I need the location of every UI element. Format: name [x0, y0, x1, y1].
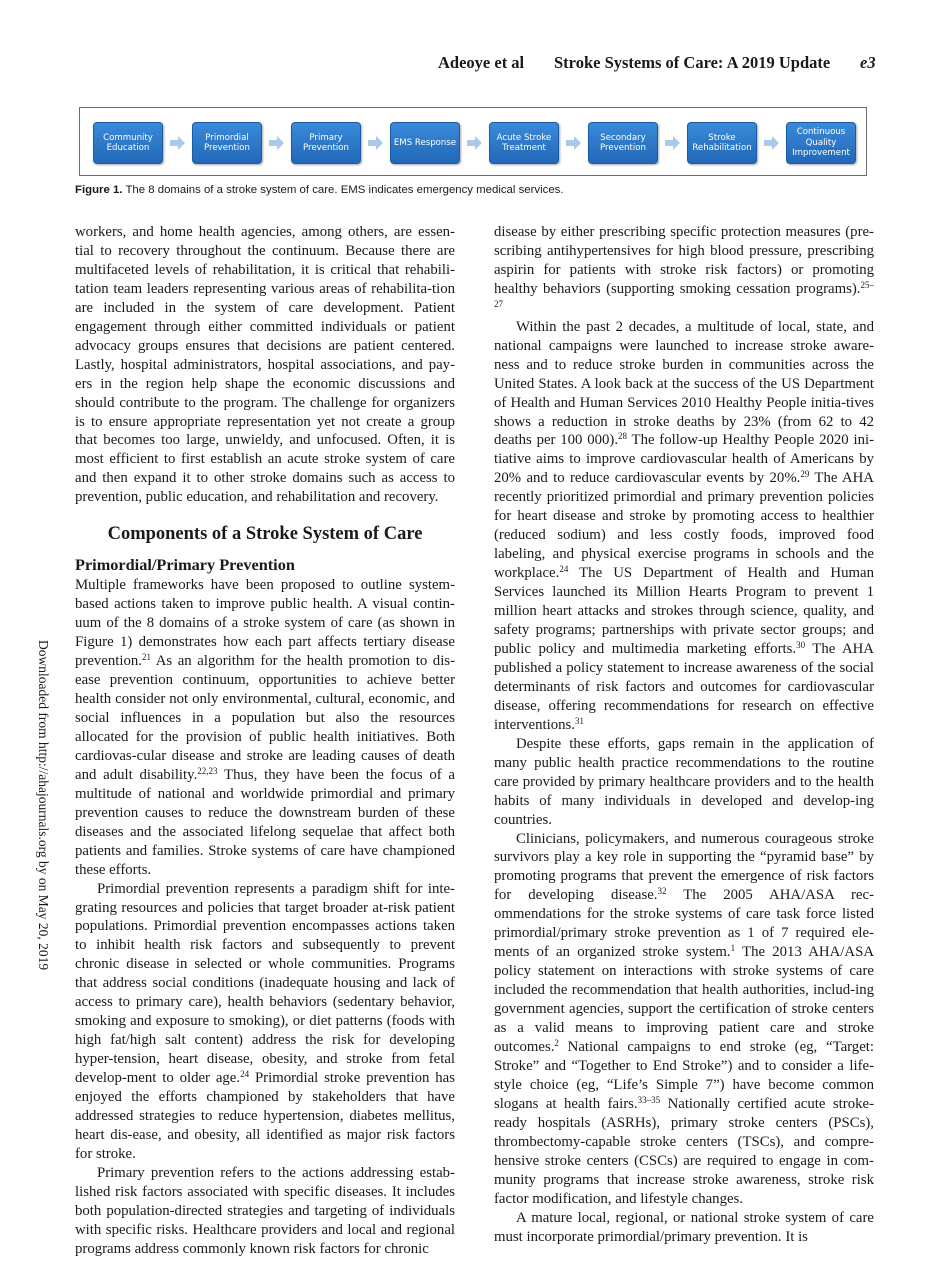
header-authors: Adeoye et al	[438, 53, 525, 72]
citation: 32	[657, 886, 667, 897]
section-heading: Components of a Stroke System of Care	[107, 524, 423, 545]
citation: 22,23	[197, 765, 218, 776]
caption-label: Figure 1.	[75, 184, 123, 196]
arrow-right-icon	[361, 122, 390, 164]
text-run: Nationally certified acute stroke-ready hospitals (ASRHs), primary stroke centers (PSCs), thrombectomy-capable stroke centers (TSCs), and compre-hensive stroke centers (CSCs) are required to engage in com-munity programs that increase stroke awareness, stroke risk factor modification, and lifestyle changes.	[494, 1095, 875, 1207]
text-run: Clinicians, policymakers, and numerous courageous stroke survivors play a key role in supporting the “pyramid base” by promoting programs that prevent the emergence of risk factors for developing disease.	[494, 830, 874, 904]
citation: 2	[554, 1037, 559, 1048]
paragraph: Primary prevention refers to the actions addressing estab-lished risk factors associated with specific diseases. It includes both population-directed strategies and targeting of individuals with specific risks. Healthcare providers and local and regional programs address commonly known risk factors for chronic	[75, 1164, 455, 1257]
page-number: e3	[860, 53, 876, 72]
arrow-right-icon	[757, 122, 786, 164]
figure-caption	[75, 184, 564, 196]
arrow-right-icon	[658, 122, 687, 164]
paragraph: A mature local, regional, or national stroke system of care must incorporate primordial/primary prevention. It is	[494, 1209, 874, 1245]
step-secondary-prevention: Secondary Prevention	[588, 122, 658, 164]
download-note	[36, 640, 57, 971]
paragraph: workers, and home health agencies, among others, are essen-tial to recovery throughout the continuum. Because there are multifaceted levels of rehabilitation, it is critical that rehabili-tation team leaders representing various areas of rehabilita-tion are included in the system of care development. Patient engagement through either committed individuals or patient advocacy groups ensures that decisions are patient centered. Lastly, hospital administrators, hospital associations, and pay-ers in the region help shape the economic discussions and should contribute to the program. The challenge for organizers is to ensure appropriate representation yet not create a group that becomes too large, unwieldy, and unfocused. Often, it is most efficient to first establish an acute stroke system of care and then expand it to other stroke domains such as access to prevention, public education, and rehabilitation and recovery.	[75, 224, 455, 506]
citation: 24	[240, 1069, 250, 1080]
citation: 28	[618, 431, 628, 442]
arrow-right-icon	[460, 122, 489, 164]
text-run: Multiple frameworks have been proposed to outline system-based actions taken to improve public health. A visual contin-uum of the 8 domains of a stroke system of care (as shown in Figure 1) demonstrates how each part affects tertiary disease prevention.	[75, 577, 455, 670]
text-run: The AHA recently prioritized primordial and primary prevention policies for heart disease and stroke by promoting access to healthier (reduced sodium) and less costly foods, improved food labeling, and physical exercise programs in schools and the workplace.	[494, 470, 874, 582]
step-community-education: Community Education	[93, 122, 163, 164]
text-run: disease by either prescribing specific protection measures (pre-scribing antihypertensives for high blood pressure, prescribing aspirin for patients with stroke risk factors) or promoting healthy behaviors (supporting smoking cessation programs).	[494, 224, 874, 297]
paragraph	[494, 223, 874, 318]
running-header	[0, 53, 950, 75]
paragraph	[75, 880, 455, 1164]
text-run: The follow-up Healthy People 2020 ini-tiative aims to improve cardiovascular health of Americans by 20% and to reduce cardiovascular events by 20%.	[494, 432, 875, 487]
step-acute-stroke-treatment: Acute Stroke Treatment	[489, 122, 559, 164]
caption-text: The 8 domains of a stroke system of care. EMS indicates emergency medical services.	[122, 184, 564, 196]
citation: 25–27	[494, 279, 874, 309]
citation: 30	[796, 639, 806, 650]
figure-1	[79, 107, 867, 176]
subsection-heading: Primordial/Primary Prevention	[75, 555, 295, 575]
step-continuous-quality-improvement: Continuous Quality Improvement	[786, 122, 856, 164]
citation: 33–35	[637, 1094, 661, 1105]
right-column	[494, 223, 874, 1246]
citation: 24	[559, 564, 569, 575]
text-run: Within the past 2 decades, a multitude of local, state, and national campaigns were launched to increase stroke aware-ness and to reduce stroke burden in communities across the United States. A look back at the success of the US Department of Health and Human Services 2010 Healthy People initia-tives shows a reduction in stroke deaths by 23% (from 62 to 42 deaths per 100 000).	[494, 318, 874, 449]
arrow-right-icon	[559, 122, 588, 164]
paragraph	[494, 830, 874, 1209]
left-column	[75, 223, 455, 1259]
paragraph: Despite these efforts, gaps remain in the application of many public health practice recommendations to the routine care provided by primary healthcare providers and to the health habits of many individuals in developed and develop-ing countries.	[494, 735, 874, 828]
text-run: Primordial stroke prevention has enjoyed the efforts championed by stakeholders that have addressed strategies to reduce hypertension, diabetes mellitus, heart dis-ease, and obesity, all identified as major risk factors for stroke.	[75, 1070, 455, 1162]
step-stroke-rehabilitation: Stroke Rehabilitation	[687, 122, 757, 164]
arrow-right-icon	[163, 122, 192, 164]
step-ems-response: EMS Response	[390, 122, 460, 164]
arrow-right-icon	[262, 122, 291, 164]
step-primordial-prevention: Primordial Prevention	[192, 122, 262, 164]
citation: 29	[800, 469, 810, 480]
domain-flow	[93, 122, 856, 164]
citation: 31	[574, 715, 584, 726]
text-run: Thus, they have been the focus of a multitude of national and worldwide primordial and primary prevention causes to reduce the downstream burden of these diseases and the associated lifelong sequelae that affect both patients and families. Stroke systems of care have championed these efforts.	[75, 766, 456, 878]
citation: 21	[141, 652, 151, 663]
text-run: The US Department of Health and Human Services launched its Million Hearts Program to prevent 1 million heart attacks and strokes through science, quality, and safety programs; partnerships with private sector groups; and public policy and multimedia marketing efforts.	[494, 565, 874, 657]
text-run: National campaigns to end stroke (eg, “Target: Stroke” and “Together to End Stroke”) and to consider a life-style choice (eg, “Life’s Simple 7”) have become common slogans at health fairs.	[494, 1038, 874, 1112]
paragraph	[75, 576, 455, 879]
text-run: Primordial prevention represents a paradigm shift for inte-grating resources and policies that target broader at-risk patient populations. Primordial prevention encompasses actions taken to inhibit health risk factors and subsequently to prevent chronic disease in selected or whole communities. Programs that address social conditions (inadequate housing and lack of access to primary care), health behaviors (sedentary behavior, smoking and exposure to smoking), or diet patterns (foods with high fat/high salt content) address the risk for developing hyper-tension, heart disease, obesity, and stroke from fetal develop-ment to older age.	[75, 880, 455, 1087]
text-run: The AHA published a policy statement to increase awareness of the social determinants of risk factors and outcomes for cardiovascular disease, offering recommendations for research on effective interventions.	[494, 640, 874, 733]
header-title: Stroke Systems of Care: A 2019 Update	[554, 53, 831, 72]
step-primary-prevention: Primary Prevention	[291, 122, 361, 164]
text-run: As an algorithm for the health promotion to dis-ease prevention continuum, opportunities to achieve better health consider not only environmental, cultural, economic, and social influences in a population but also the resources allocated for the provision of public health initiatives. Both cardiovas-cular disease and stroke are leading causes of death and adult disability.	[75, 653, 455, 783]
download-note-text: Downloaded from http://ahajournals.org by on May 20, 2019	[36, 640, 51, 971]
text-run: The 2013 AHA/ASA policy statement on interactions with stroke systems of care included the recommendation that health authorities, includ-ing government agencies, support the certification of stroke centers as a valid means to improving patient care and stroke outcomes.	[494, 944, 874, 1055]
citation: 1	[730, 943, 736, 954]
text-run: The 2005 AHA/ASA rec-ommendations for the stroke systems of care task force listed primordial/primary stroke prevention as 1 of 7 required ele-ments of an organized stroke system.	[494, 887, 874, 961]
paragraph	[494, 318, 874, 735]
